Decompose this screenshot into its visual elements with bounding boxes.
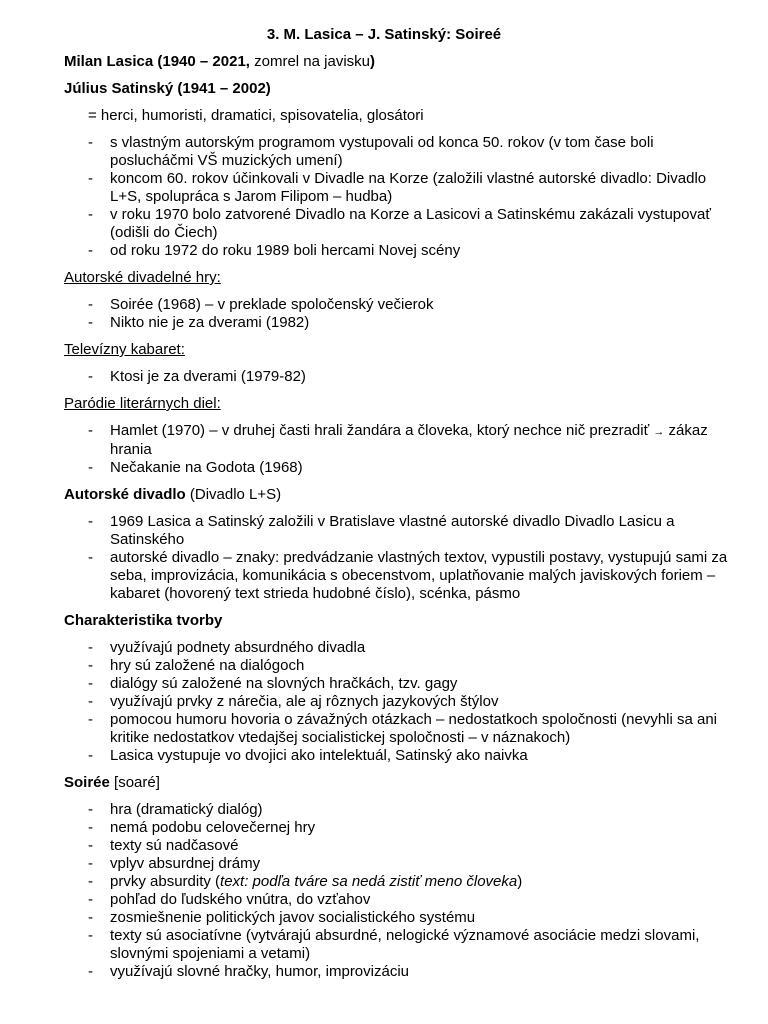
list-item: - nemá podobu celovečernej hry xyxy=(88,819,316,836)
list-item: - texty sú asociatívne (vytvárajú absurdné, nelogické významové asociácie medzi slovami, slovnými spojeniami a vetami) xyxy=(88,927,700,962)
tv-list xyxy=(64,368,740,386)
dash-marker: - xyxy=(88,134,93,151)
list-item: - hry sú založené na dialógoch xyxy=(88,657,305,674)
dash-marker: - xyxy=(88,296,93,313)
dash-marker: - xyxy=(88,459,93,476)
soiree-list xyxy=(64,801,740,981)
dash-marker: - xyxy=(88,801,93,818)
dash-marker: - xyxy=(88,513,93,530)
list-item: - Ktosi je za dverami (1979-82) xyxy=(88,368,306,385)
author-lasica xyxy=(64,53,740,71)
list-item: - Nečakanie na Godota (1968) xyxy=(88,459,303,476)
list-item: - pohľad do ľudského vnútra, do vzťahov xyxy=(88,891,371,908)
document-title: 3. M. Lasica – J. Satinský: Soireé xyxy=(266,26,502,43)
heading-tv: Televízny kabaret: xyxy=(64,341,185,358)
list-item: - hra (dramatický dialóg) xyxy=(88,801,263,818)
dash-marker: - xyxy=(88,206,93,223)
list-item: - v roku 1970 bolo zatvorené Divadlo na Korze a Lasicovi a Satinskému zakázali vystupovať (odišli do Čiech) xyxy=(88,206,711,241)
dash-marker: - xyxy=(88,675,93,692)
dash-marker: - xyxy=(88,891,93,908)
dash-marker: - xyxy=(88,837,93,854)
list-item: - koncom 60. rokov účinkovali v Divadle na Korze (založili vlastné autorské divadlo: Divadlo L+S, spolupráca s Jarom Filipom – hudba) xyxy=(88,170,707,205)
dash-marker: - xyxy=(88,549,93,566)
roles-line: = herci, humoristi, dramatici, spisovatelia, glosátori xyxy=(88,107,424,124)
dash-marker: - xyxy=(88,711,93,728)
dash-marker: - xyxy=(88,657,93,674)
dash-marker: - xyxy=(88,314,93,331)
list-item: - prvky absurdity (text: podľa tváre sa nedá zistiť meno človeka) xyxy=(88,873,523,890)
dash-marker: - xyxy=(88,747,93,764)
dash-marker: - xyxy=(88,242,93,259)
list-item: - využívajú slovné hračky, humor, improvizáciu xyxy=(88,963,410,980)
heading-theatre: Autorské divadlo (Divadlo L+S) xyxy=(64,486,282,503)
dash-marker: - xyxy=(88,368,93,385)
dash-marker: - xyxy=(88,855,93,872)
dash-marker: - xyxy=(88,927,93,944)
heading-soiree: Soirée [soaré] xyxy=(64,774,160,791)
list-item: - texty sú nadčasové xyxy=(88,837,239,854)
author-lasica-close: ) xyxy=(370,53,375,70)
list-item: - 1969 Lasica a Satinský založili v Bratislave vlastné autorské divadlo Divadlo Lasicu a Satinského xyxy=(88,513,675,548)
list-item: - zosmiešnenie politických javov socialistického systému xyxy=(88,909,476,926)
list-item: - využívajú podnety absurdného divadla xyxy=(88,639,366,656)
list-item: - Lasica vystupuje vo dvojici ako intelektuál, Satinský ako naivka xyxy=(88,747,528,764)
right-arrow-icon: → xyxy=(653,426,665,438)
list-item: - využívajú prvky z nárečia, ale aj rôznych jazykových štýlov xyxy=(88,693,499,710)
theatre-list xyxy=(64,513,740,603)
bio-list xyxy=(64,134,740,260)
dash-marker: - xyxy=(88,963,93,980)
list-item: - s vlastným autorským programom vystupovali od konca 50. rokov (v tom čase boli poslucháčmi VŠ muzických umení) xyxy=(88,134,654,169)
dash-marker: - xyxy=(88,693,93,710)
list-item: - Nikto nie je za dverami (1982) xyxy=(88,314,310,331)
dash-marker: - xyxy=(88,639,93,656)
list-item: - pomocou humoru hovoria o závažných otázkach – nedostatkoch spoločnosti (nevyhli sa ani kritike nedostatkov vtedajšej socialistickej spoločnosti – v náznakoch) xyxy=(88,711,718,746)
traits-list xyxy=(64,639,740,765)
dash-marker: - xyxy=(88,909,93,926)
list-item: - vplyv absurdnej drámy xyxy=(88,855,261,872)
heading-traits: Charakteristika tvorby xyxy=(64,612,223,629)
heading-plays: Autorské divadelné hry: xyxy=(64,269,221,286)
list-item: - Hamlet (1970) – v druhej časti hrali žandára a človeka, ktorý nechce nič prezradiť → zákaz hrania xyxy=(88,422,708,458)
dash-marker: - xyxy=(88,819,93,836)
dash-marker: - xyxy=(88,170,93,187)
plays-list xyxy=(64,296,740,332)
list-item: - od roku 1972 do roku 1989 boli hercami Novej scény xyxy=(88,242,461,259)
author-lasica-note: zomrel na javisku xyxy=(249,53,370,70)
list-item: - Soirée (1968) – v preklade spoločenský večierok xyxy=(88,296,434,313)
dash-marker: - xyxy=(88,422,93,439)
heading-parodies: Paródie literárnych diel: xyxy=(64,395,221,412)
author-lasica-name: Milan Lasica (1940 – 2021, xyxy=(64,53,250,70)
parodies-list xyxy=(64,422,740,477)
author-satinsky-name: Július Satinský (1941 – 2002) xyxy=(64,80,271,97)
list-item: - dialógy sú založené na slovných hračkách, tzv. gagy xyxy=(88,675,458,692)
dash-marker: - xyxy=(88,873,93,890)
author-satinsky xyxy=(64,80,740,98)
list-item: - autorské divadlo – znaky: predvádzanie vlastných textov, vypustili postavy, vystupujú sami za seba, improvizácia, komunikácia s obecenstvom, uplatňovanie malých javiskových foriem – kabaret (hovorený text strieda hudobné číslo), scénka, pásmo xyxy=(88,549,728,602)
